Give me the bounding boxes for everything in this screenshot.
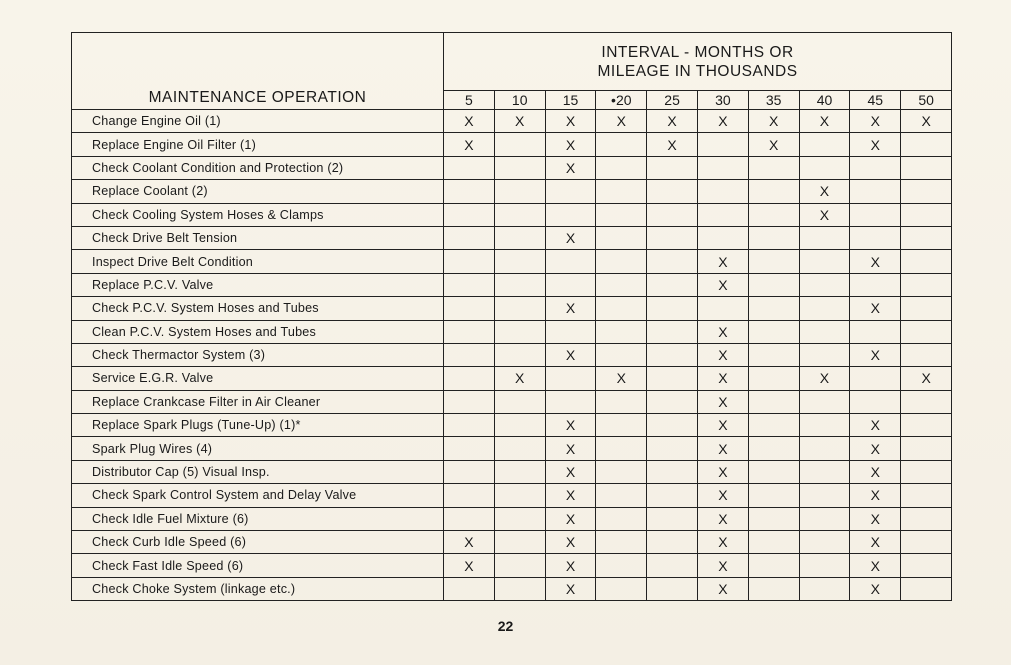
interval-mark-cell bbox=[494, 180, 545, 203]
table-row bbox=[72, 297, 952, 320]
interval-mark-cell bbox=[748, 297, 799, 320]
interval-mark-cell: X bbox=[697, 577, 748, 600]
interval-mark-cell: X bbox=[799, 203, 850, 226]
interval-mark-cell bbox=[596, 507, 647, 530]
interval-mark-cell bbox=[748, 531, 799, 554]
interval-mark-cell bbox=[596, 226, 647, 249]
interval-mark-cell: X bbox=[901, 367, 952, 390]
interval-mark-cell bbox=[444, 273, 495, 296]
interval-mark-cell bbox=[596, 343, 647, 366]
interval-header-line-1: INTERVAL - MONTHS OR bbox=[601, 43, 794, 61]
table-row bbox=[72, 226, 952, 249]
maintenance-operation-label: Replace Coolant (2) bbox=[72, 180, 444, 203]
interval-mark-cell bbox=[647, 577, 698, 600]
interval-mark-cell: X bbox=[494, 367, 545, 390]
interval-mark-cell: X bbox=[748, 110, 799, 133]
interval-mark-cell bbox=[748, 507, 799, 530]
maintenance-operation-label: Check Fast Idle Speed (6) bbox=[72, 554, 444, 577]
interval-mark-cell: X bbox=[850, 250, 901, 273]
interval-mark-cell bbox=[545, 390, 596, 413]
table-row bbox=[72, 531, 952, 554]
maintenance-operation-label: Check Coolant Condition and Protection (2) bbox=[72, 156, 444, 179]
interval-mark-cell bbox=[799, 507, 850, 530]
interval-mark-cell: X bbox=[697, 343, 748, 366]
maintenance-operation-label: Check Curb Idle Speed (6) bbox=[72, 531, 444, 554]
interval-mark-cell bbox=[444, 437, 495, 460]
maintenance-operation-label: Check Drive Belt Tension bbox=[72, 226, 444, 249]
interval-header-cell: 45 bbox=[850, 91, 901, 110]
interval-mark-cell bbox=[748, 437, 799, 460]
interval-mark-cell bbox=[494, 250, 545, 273]
table-row bbox=[72, 460, 952, 483]
interval-mark-cell bbox=[596, 297, 647, 320]
maintenance-operation-label: Inspect Drive Belt Condition bbox=[72, 250, 444, 273]
interval-mark-cell: X bbox=[850, 343, 901, 366]
interval-mark-cell bbox=[647, 460, 698, 483]
interval-mark-cell bbox=[444, 343, 495, 366]
table-row bbox=[72, 110, 952, 133]
interval-mark-cell bbox=[901, 133, 952, 156]
maintenance-operation-label: Replace P.C.V. Valve bbox=[72, 273, 444, 296]
interval-mark-cell: X bbox=[697, 110, 748, 133]
interval-mark-cell bbox=[901, 577, 952, 600]
interval-mark-cell bbox=[697, 156, 748, 179]
interval-mark-cell bbox=[799, 484, 850, 507]
interval-mark-cell: X bbox=[799, 367, 850, 390]
maintenance-operation-label: Replace Engine Oil Filter (1) bbox=[72, 133, 444, 156]
interval-mark-cell bbox=[596, 203, 647, 226]
interval-mark-cell bbox=[748, 273, 799, 296]
interval-mark-cell: X bbox=[799, 110, 850, 133]
interval-mark-cell bbox=[647, 226, 698, 249]
interval-mark-cell bbox=[545, 180, 596, 203]
interval-mark-cell: X bbox=[697, 320, 748, 343]
interval-mark-cell: X bbox=[444, 554, 495, 577]
interval-mark-cell bbox=[596, 437, 647, 460]
interval-mark-cell bbox=[596, 156, 647, 179]
interval-mark-cell bbox=[748, 554, 799, 577]
interval-mark-cell bbox=[901, 297, 952, 320]
interval-mark-cell bbox=[647, 531, 698, 554]
interval-mark-cell bbox=[799, 226, 850, 249]
interval-mark-cell: X bbox=[545, 343, 596, 366]
interval-header-cell: 10 bbox=[494, 91, 545, 110]
interval-mark-cell bbox=[444, 156, 495, 179]
table-row bbox=[72, 343, 952, 366]
interval-mark-cell bbox=[901, 484, 952, 507]
table-row bbox=[72, 390, 952, 413]
interval-mark-cell bbox=[799, 554, 850, 577]
interval-header-cell: 35 bbox=[748, 91, 799, 110]
table-row bbox=[72, 437, 952, 460]
interval-mark-cell bbox=[647, 367, 698, 390]
maintenance-operation-label: Check Cooling System Hoses & Clamps bbox=[72, 203, 444, 226]
schedule-body bbox=[72, 110, 952, 601]
interval-mark-cell: X bbox=[850, 484, 901, 507]
interval-mark-cell bbox=[901, 180, 952, 203]
table-row bbox=[72, 320, 952, 343]
interval-mark-cell bbox=[647, 437, 698, 460]
interval-header-cell: 15 bbox=[545, 91, 596, 110]
interval-mark-cell bbox=[901, 531, 952, 554]
table-row bbox=[72, 250, 952, 273]
interval-mark-cell: X bbox=[545, 156, 596, 179]
interval-mark-cell bbox=[697, 180, 748, 203]
interval-mark-cell bbox=[748, 320, 799, 343]
interval-mark-cell bbox=[596, 133, 647, 156]
interval-mark-cell: X bbox=[850, 437, 901, 460]
interval-mark-cell: X bbox=[596, 367, 647, 390]
table-row bbox=[72, 180, 952, 203]
interval-mark-cell bbox=[444, 180, 495, 203]
interval-mark-cell bbox=[647, 156, 698, 179]
interval-mark-cell bbox=[647, 343, 698, 366]
interval-mark-cell bbox=[494, 390, 545, 413]
maintenance-operation-label: Replace Crankcase Filter in Air Cleaner bbox=[72, 390, 444, 413]
maintenance-operation-label: Change Engine Oil (1) bbox=[72, 110, 444, 133]
interval-mark-cell bbox=[494, 437, 545, 460]
interval-mark-cell: X bbox=[596, 110, 647, 133]
interval-mark-cell bbox=[850, 390, 901, 413]
interval-mark-cell bbox=[748, 577, 799, 600]
table-row bbox=[72, 554, 952, 577]
interval-mark-cell bbox=[494, 226, 545, 249]
interval-mark-cell bbox=[444, 203, 495, 226]
interval-mark-cell: X bbox=[850, 531, 901, 554]
table-row bbox=[72, 203, 952, 226]
interval-mark-cell bbox=[545, 250, 596, 273]
interval-mark-cell: X bbox=[545, 531, 596, 554]
interval-mark-cell bbox=[748, 226, 799, 249]
interval-mark-cell bbox=[850, 203, 901, 226]
interval-mark-cell bbox=[444, 367, 495, 390]
interval-mark-cell bbox=[799, 133, 850, 156]
maintenance-operation-label: Check Spark Control System and Delay Valve bbox=[72, 484, 444, 507]
interval-mark-cell bbox=[850, 156, 901, 179]
interval-column-header bbox=[444, 33, 952, 91]
interval-mark-cell bbox=[748, 484, 799, 507]
maintenance-operation-label: Clean P.C.V. System Hoses and Tubes bbox=[72, 320, 444, 343]
interval-mark-cell bbox=[596, 484, 647, 507]
interval-mark-cell: X bbox=[545, 554, 596, 577]
interval-mark-cell bbox=[444, 507, 495, 530]
interval-mark-cell bbox=[494, 297, 545, 320]
interval-mark-cell: X bbox=[444, 133, 495, 156]
interval-mark-cell bbox=[494, 273, 545, 296]
interval-mark-cell bbox=[444, 390, 495, 413]
interval-mark-cell bbox=[596, 250, 647, 273]
interval-mark-cell bbox=[494, 133, 545, 156]
interval-mark-cell bbox=[494, 414, 545, 437]
interval-header-cell: 40 bbox=[799, 91, 850, 110]
interval-header-line-2: MILEAGE IN THOUSANDS bbox=[597, 62, 798, 80]
interval-mark-cell bbox=[596, 320, 647, 343]
interval-mark-cell bbox=[596, 273, 647, 296]
interval-mark-cell bbox=[647, 250, 698, 273]
interval-mark-cell: X bbox=[444, 531, 495, 554]
interval-mark-cell bbox=[799, 390, 850, 413]
interval-mark-cell bbox=[748, 203, 799, 226]
interval-mark-cell bbox=[596, 460, 647, 483]
interval-mark-cell bbox=[647, 554, 698, 577]
interval-mark-cell bbox=[748, 367, 799, 390]
interval-mark-cell bbox=[901, 156, 952, 179]
table-row bbox=[72, 507, 952, 530]
maintenance-operation-label: Spark Plug Wires (4) bbox=[72, 437, 444, 460]
interval-mark-cell bbox=[901, 460, 952, 483]
interval-mark-cell bbox=[748, 156, 799, 179]
page-number: 22 bbox=[497, 618, 514, 634]
table-row bbox=[72, 414, 952, 437]
interval-mark-cell bbox=[697, 133, 748, 156]
interval-mark-cell: X bbox=[697, 250, 748, 273]
interval-mark-cell bbox=[596, 554, 647, 577]
interval-mark-cell: X bbox=[697, 484, 748, 507]
table-row bbox=[72, 133, 952, 156]
maintenance-operation-label: Replace Spark Plugs (Tune-Up) (1)* bbox=[72, 414, 444, 437]
operation-column-header: MAINTENANCE OPERATION bbox=[72, 33, 444, 110]
interval-mark-cell bbox=[444, 414, 495, 437]
interval-mark-cell: X bbox=[850, 577, 901, 600]
interval-mark-cell bbox=[545, 320, 596, 343]
interval-mark-cell bbox=[850, 273, 901, 296]
interval-header-cell: 5 bbox=[444, 91, 495, 110]
interval-mark-cell bbox=[494, 460, 545, 483]
maintenance-operation-label: Check Choke System (linkage etc.) bbox=[72, 577, 444, 600]
interval-mark-cell bbox=[799, 320, 850, 343]
interval-mark-cell: X bbox=[748, 133, 799, 156]
interval-mark-cell: X bbox=[799, 180, 850, 203]
interval-mark-cell: X bbox=[697, 414, 748, 437]
interval-mark-cell bbox=[799, 273, 850, 296]
table-row bbox=[72, 577, 952, 600]
interval-mark-cell: X bbox=[697, 554, 748, 577]
interval-mark-cell bbox=[596, 531, 647, 554]
interval-mark-cell bbox=[901, 437, 952, 460]
interval-mark-cell bbox=[545, 203, 596, 226]
interval-mark-cell bbox=[850, 320, 901, 343]
table-row bbox=[72, 367, 952, 390]
interval-mark-cell bbox=[444, 297, 495, 320]
interval-mark-cell: X bbox=[697, 367, 748, 390]
interval-mark-cell bbox=[748, 180, 799, 203]
table-row bbox=[72, 273, 952, 296]
interval-mark-cell: X bbox=[545, 507, 596, 530]
maintenance-operation-label: Service E.G.R. Valve bbox=[72, 367, 444, 390]
interval-mark-cell: X bbox=[850, 460, 901, 483]
interval-mark-cell: X bbox=[697, 460, 748, 483]
interval-mark-cell bbox=[494, 554, 545, 577]
interval-mark-cell bbox=[901, 250, 952, 273]
interval-mark-cell bbox=[799, 531, 850, 554]
interval-mark-cell bbox=[799, 460, 850, 483]
interval-mark-cell bbox=[545, 367, 596, 390]
interval-mark-cell bbox=[697, 203, 748, 226]
interval-mark-cell bbox=[901, 554, 952, 577]
interval-mark-cell bbox=[596, 577, 647, 600]
interval-mark-cell: X bbox=[850, 297, 901, 320]
interval-mark-cell: X bbox=[850, 110, 901, 133]
interval-mark-cell: X bbox=[647, 133, 698, 156]
interval-mark-cell bbox=[748, 250, 799, 273]
interval-mark-cell bbox=[596, 414, 647, 437]
interval-header-cell: 50 bbox=[901, 91, 952, 110]
interval-mark-cell bbox=[494, 320, 545, 343]
interval-mark-cell bbox=[647, 414, 698, 437]
interval-mark-cell bbox=[494, 156, 545, 179]
interval-mark-cell: X bbox=[850, 554, 901, 577]
interval-mark-cell: X bbox=[697, 273, 748, 296]
interval-mark-cell: X bbox=[850, 133, 901, 156]
interval-mark-cell: X bbox=[545, 226, 596, 249]
interval-mark-cell bbox=[748, 390, 799, 413]
interval-mark-cell bbox=[901, 414, 952, 437]
interval-mark-cell: X bbox=[850, 414, 901, 437]
interval-mark-cell: X bbox=[697, 390, 748, 413]
interval-mark-cell bbox=[444, 484, 495, 507]
interval-mark-cell: X bbox=[545, 133, 596, 156]
maintenance-schedule-table bbox=[71, 32, 952, 601]
interval-mark-cell bbox=[444, 250, 495, 273]
maintenance-operation-label: Check Thermactor System (3) bbox=[72, 343, 444, 366]
interval-mark-cell bbox=[494, 484, 545, 507]
interval-mark-cell bbox=[748, 414, 799, 437]
interval-mark-cell bbox=[901, 320, 952, 343]
interval-mark-cell bbox=[444, 320, 495, 343]
table-row bbox=[72, 156, 952, 179]
interval-mark-cell: X bbox=[545, 577, 596, 600]
interval-header-cell: 25 bbox=[647, 91, 698, 110]
interval-mark-cell: X bbox=[901, 110, 952, 133]
interval-mark-cell bbox=[799, 437, 850, 460]
interval-mark-cell: X bbox=[545, 110, 596, 133]
interval-mark-cell: X bbox=[444, 110, 495, 133]
interval-mark-cell bbox=[596, 390, 647, 413]
interval-mark-cell bbox=[799, 577, 850, 600]
interval-mark-cell bbox=[901, 343, 952, 366]
interval-mark-cell bbox=[647, 297, 698, 320]
interval-mark-cell bbox=[748, 343, 799, 366]
interval-mark-cell bbox=[494, 343, 545, 366]
interval-mark-cell: X bbox=[494, 110, 545, 133]
interval-mark-cell bbox=[494, 507, 545, 530]
interval-mark-cell bbox=[901, 226, 952, 249]
interval-mark-cell bbox=[494, 203, 545, 226]
interval-mark-cell bbox=[799, 250, 850, 273]
interval-mark-cell bbox=[444, 577, 495, 600]
maintenance-operation-label: Check P.C.V. System Hoses and Tubes bbox=[72, 297, 444, 320]
interval-mark-cell: X bbox=[697, 507, 748, 530]
interval-mark-cell bbox=[697, 226, 748, 249]
interval-mark-cell: X bbox=[545, 414, 596, 437]
interval-mark-cell bbox=[444, 460, 495, 483]
interval-mark-cell bbox=[799, 156, 850, 179]
interval-mark-cell bbox=[596, 180, 647, 203]
interval-mark-cell bbox=[647, 507, 698, 530]
interval-mark-cell bbox=[494, 577, 545, 600]
interval-mark-cell bbox=[444, 226, 495, 249]
interval-mark-cell: X bbox=[697, 437, 748, 460]
interval-mark-cell bbox=[850, 226, 901, 249]
interval-mark-cell bbox=[748, 460, 799, 483]
interval-mark-cell: X bbox=[850, 507, 901, 530]
interval-mark-cell bbox=[850, 180, 901, 203]
interval-header-cell: 30 bbox=[697, 91, 748, 110]
interval-mark-cell bbox=[799, 297, 850, 320]
interval-mark-cell bbox=[901, 507, 952, 530]
interval-mark-cell bbox=[901, 273, 952, 296]
interval-mark-cell bbox=[494, 531, 545, 554]
interval-mark-cell bbox=[850, 367, 901, 390]
interval-mark-cell: X bbox=[545, 484, 596, 507]
interval-mark-cell bbox=[647, 203, 698, 226]
interval-mark-cell bbox=[901, 390, 952, 413]
interval-mark-cell: X bbox=[697, 531, 748, 554]
interval-mark-cell bbox=[647, 390, 698, 413]
interval-mark-cell: X bbox=[545, 437, 596, 460]
interval-mark-cell: X bbox=[647, 110, 698, 133]
interval-mark-cell bbox=[799, 414, 850, 437]
interval-mark-cell bbox=[799, 343, 850, 366]
interval-mark-cell: X bbox=[545, 297, 596, 320]
interval-mark-cell bbox=[647, 484, 698, 507]
interval-header-cell: •20 bbox=[596, 91, 647, 110]
interval-mark-cell bbox=[647, 180, 698, 203]
maintenance-operation-label: Distributor Cap (5) Visual Insp. bbox=[72, 460, 444, 483]
interval-mark-cell bbox=[697, 297, 748, 320]
interval-mark-cell bbox=[647, 273, 698, 296]
interval-mark-cell bbox=[545, 273, 596, 296]
interval-mark-cell bbox=[901, 203, 952, 226]
interval-mark-cell bbox=[647, 320, 698, 343]
maintenance-operation-label: Check Idle Fuel Mixture (6) bbox=[72, 507, 444, 530]
table-row bbox=[72, 484, 952, 507]
interval-mark-cell: X bbox=[545, 460, 596, 483]
